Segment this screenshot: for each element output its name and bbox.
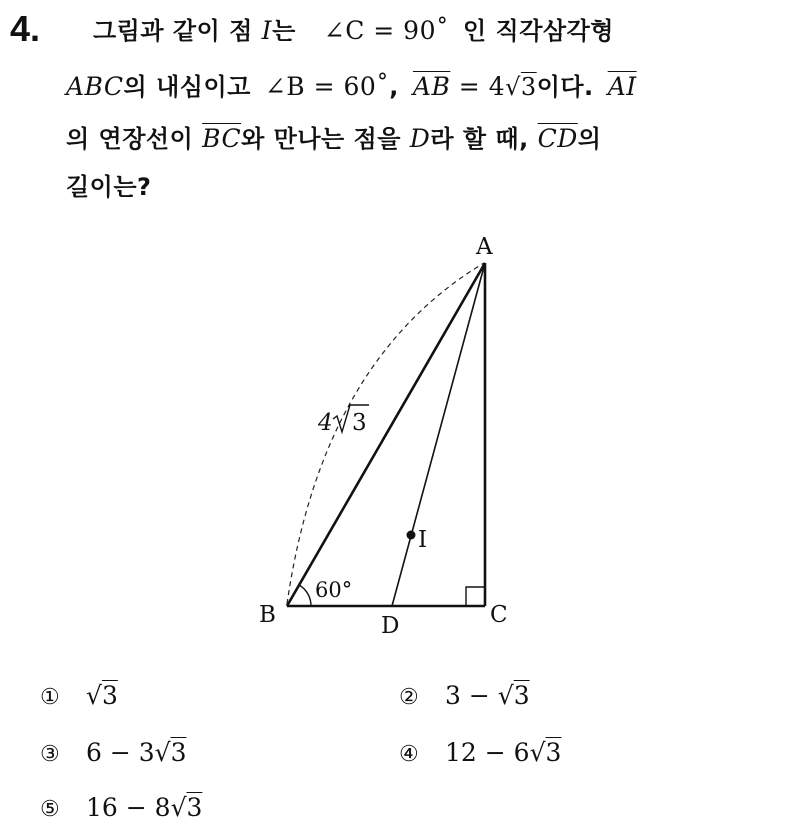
sqrt-3: √3 <box>154 738 187 767</box>
angle-b-expr: ∠B = 60˚ <box>264 72 390 101</box>
label-c: C <box>490 602 508 628</box>
q-text: 의 내심이고 <box>123 73 251 101</box>
segment-ab: $\overline{AB}$ <box>412 72 451 101</box>
segment-bc: $\overline{BC}$ <box>202 124 242 153</box>
label-d: D <box>381 613 400 639</box>
q-text: 인 직각삼각형 <box>462 17 614 45</box>
choice-3[interactable] <box>40 738 187 767</box>
choice-text: 12 − 6 <box>445 738 530 767</box>
label-i: I <box>418 527 428 553</box>
choice-number: ④ <box>399 742 419 767</box>
q-text: , <box>389 73 399 101</box>
q-text: 는 <box>272 17 296 45</box>
choice-text: 3 − <box>445 681 498 710</box>
segment-ai: $\overline{AI}$ <box>607 72 637 101</box>
radicand: 3 <box>170 738 187 767</box>
radicand: 3 <box>186 793 203 822</box>
q-text: 의 연장선이 <box>66 125 203 153</box>
label-angle-60: 60° <box>315 578 353 602</box>
sqrt-3: √3 <box>170 793 203 822</box>
question-number: 4. <box>10 8 41 49</box>
radicand: 3 <box>513 681 530 710</box>
sqrt-3: √3 <box>529 738 562 767</box>
angle-c-expr: ∠C = 90˚ <box>323 16 449 45</box>
segment-cd: $\overline{CD}$ <box>537 124 578 153</box>
choice-number: ⑤ <box>40 797 60 822</box>
choice-number: ② <box>399 685 419 710</box>
segment-ad <box>392 263 485 606</box>
q-text: 의 <box>577 125 602 153</box>
q-text: 길이는? <box>66 173 152 201</box>
choice-text: 6 − 3 <box>86 738 155 767</box>
sqrt-3: √3 <box>497 681 530 710</box>
incenter-point <box>407 531 416 540</box>
angle-b-arc <box>299 585 311 606</box>
equals-four: = 4 <box>450 72 506 101</box>
choice-4[interactable] <box>399 738 561 767</box>
var-i: I <box>261 16 273 45</box>
radicand: 3 <box>520 73 537 101</box>
label-b: B <box>259 602 276 628</box>
choice-number: ③ <box>40 742 60 767</box>
q-text: 그림과 같이 점 <box>93 17 262 45</box>
sqrt-3: √3 <box>86 681 118 710</box>
choice-number: ① <box>40 685 60 710</box>
choice-2[interactable] <box>399 681 530 710</box>
side-ab <box>287 263 485 606</box>
q-text: 와 만나는 점을 <box>241 125 410 153</box>
right-angle-mark <box>466 587 485 606</box>
q-text: 이다. <box>536 73 594 101</box>
q-text: 라 할 때, <box>430 125 538 153</box>
choice-text: 16 − 8 <box>86 793 171 822</box>
radicand: 3 <box>545 738 562 767</box>
var-d: D <box>409 124 431 153</box>
label-side-sqrt <box>333 405 369 436</box>
choice-5[interactable] <box>40 793 202 822</box>
choice-1[interactable] <box>40 681 118 710</box>
label-side-radicand: 3 <box>352 410 367 436</box>
label-a: A <box>476 234 493 260</box>
triangle-abc: ABC <box>66 72 124 101</box>
label-side-4: 4 <box>318 410 333 436</box>
sqrt-3: √3 <box>505 73 537 101</box>
radicand: 3 <box>101 681 118 710</box>
